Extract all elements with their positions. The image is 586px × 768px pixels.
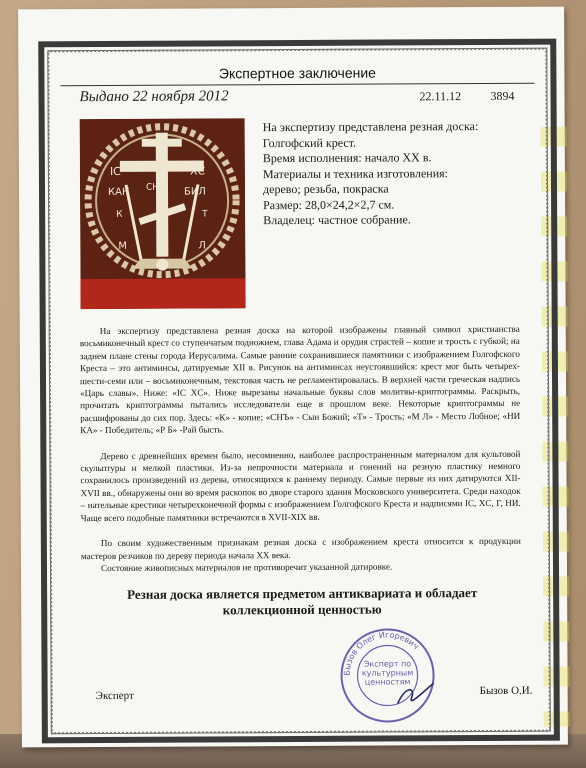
paragraph-condition: Состояние живописных материалов не противоречит указанной датировке. bbox=[100, 561, 393, 573]
icon-letter-kan: КАН bbox=[108, 186, 130, 198]
icon-letter-m: М bbox=[118, 240, 127, 252]
icon-letter-reed: Т bbox=[202, 209, 208, 220]
stamp-ring-text: Бызов Олег Игоревич bbox=[342, 630, 421, 676]
summary-line: Владелец: частное собрание. bbox=[263, 212, 411, 228]
icon-letter-ic: IC bbox=[109, 164, 121, 178]
decorative-border bbox=[38, 39, 560, 744]
short-date: 22.11.12 bbox=[419, 89, 462, 104]
icon-letter-xc: ХС bbox=[189, 164, 206, 178]
icon-letter-center: СНЪ bbox=[145, 182, 167, 193]
document-sheet bbox=[18, 7, 568, 748]
stamp-center-text: Эксперт по культурным ценностям bbox=[361, 659, 414, 687]
summary-line: На экспертизу представлена резная доска: bbox=[262, 119, 479, 135]
icon-letter-bil: БИЛ bbox=[184, 186, 206, 198]
paragraph-history: Дерево с древнейших времен было, несомненно, наиболее распространенным материалом для культовой скульптуры и мелкой пластики. Из-за непрочности материала и гонений на резную пластику немного сохранилось произведений из дерева, относящихся к раннему периоду. Самые первые из них датируются XII-XVII вв., обнаружены они во время раскопок во дворе старого здания Московского университета. Среди находок – нательные крестики четырехконечной формы с изображением Голгофского Креста и надписями IC, XC, Г, НИ. Чаще всего подобные памятники встречаются в XVII-XIX вв. bbox=[80, 448, 521, 523]
summary-line: Размер: 28,0×24,2×2,7 см. bbox=[263, 196, 395, 212]
document-title: Экспертное заключение bbox=[218, 64, 376, 82]
summary-line: Время исполнения: начало XX в. bbox=[262, 150, 432, 166]
paragraph-description: На экспертизу представлена резная доска на которой изображены главный символ христианства восьмиконечный крест со ступенчатым подножием, глава Адама и орудия страстей – копие и трость с губкой; на заднем плане стены города Иерусалима. Самые ранние сохранившиеся памятники с изображением Голгофского Креста – это антиминсы, датируемые XII в. Рисунок на антиминсах неустоявшийся: крест мог быть четырех-шести-семи или – восьмиконечным, текстовая часть не регламентировалась. В верхней части греческая надпись «Царь славы». Ниже: «IC XC». Ниже вырезаны начальные буквы слов молитвы-криптограммы. Раскрыть, прочитать криптограммы пытались исследователи еще в прошлом веке. Некоторые криптограммы не расшифрованы до сих пор. Здесь: «К» - копие; «СНЪ» - Сын Божий; «Т» - Трость; «М Л» - Место Лобное; «НИ КА» - Победитель; «Р Б» -Рай бысть. bbox=[79, 323, 521, 436]
summary-line: Материалы и техника изготовления: bbox=[262, 165, 449, 181]
document-number: 3894 bbox=[490, 88, 515, 103]
verdict: Резная доска является предметом антиквариата и обладает коллекционной ценностью bbox=[127, 585, 478, 618]
summary-line: дерево; резьба, покраска bbox=[262, 181, 389, 197]
icon-letter-l: Л bbox=[198, 240, 206, 252]
issued-date: Выдано 22 ноября 2012 bbox=[79, 88, 229, 106]
icon-letter-spear: К bbox=[116, 209, 123, 220]
expert-label: Эксперт bbox=[95, 689, 134, 703]
official-stamp bbox=[337, 625, 438, 726]
icon-photo bbox=[80, 118, 246, 309]
expert-name: Бызов О.И. bbox=[479, 684, 533, 698]
paragraph-attribution: По своим художественным признакам резная доска с изображением креста относится к продукции мастеров резчиков по дереву периода начала XX века. bbox=[80, 535, 521, 561]
item-summary bbox=[263, 119, 534, 229]
expert-opinion-body bbox=[80, 323, 521, 575]
summary-line: Голгофский крест. bbox=[262, 135, 357, 150]
